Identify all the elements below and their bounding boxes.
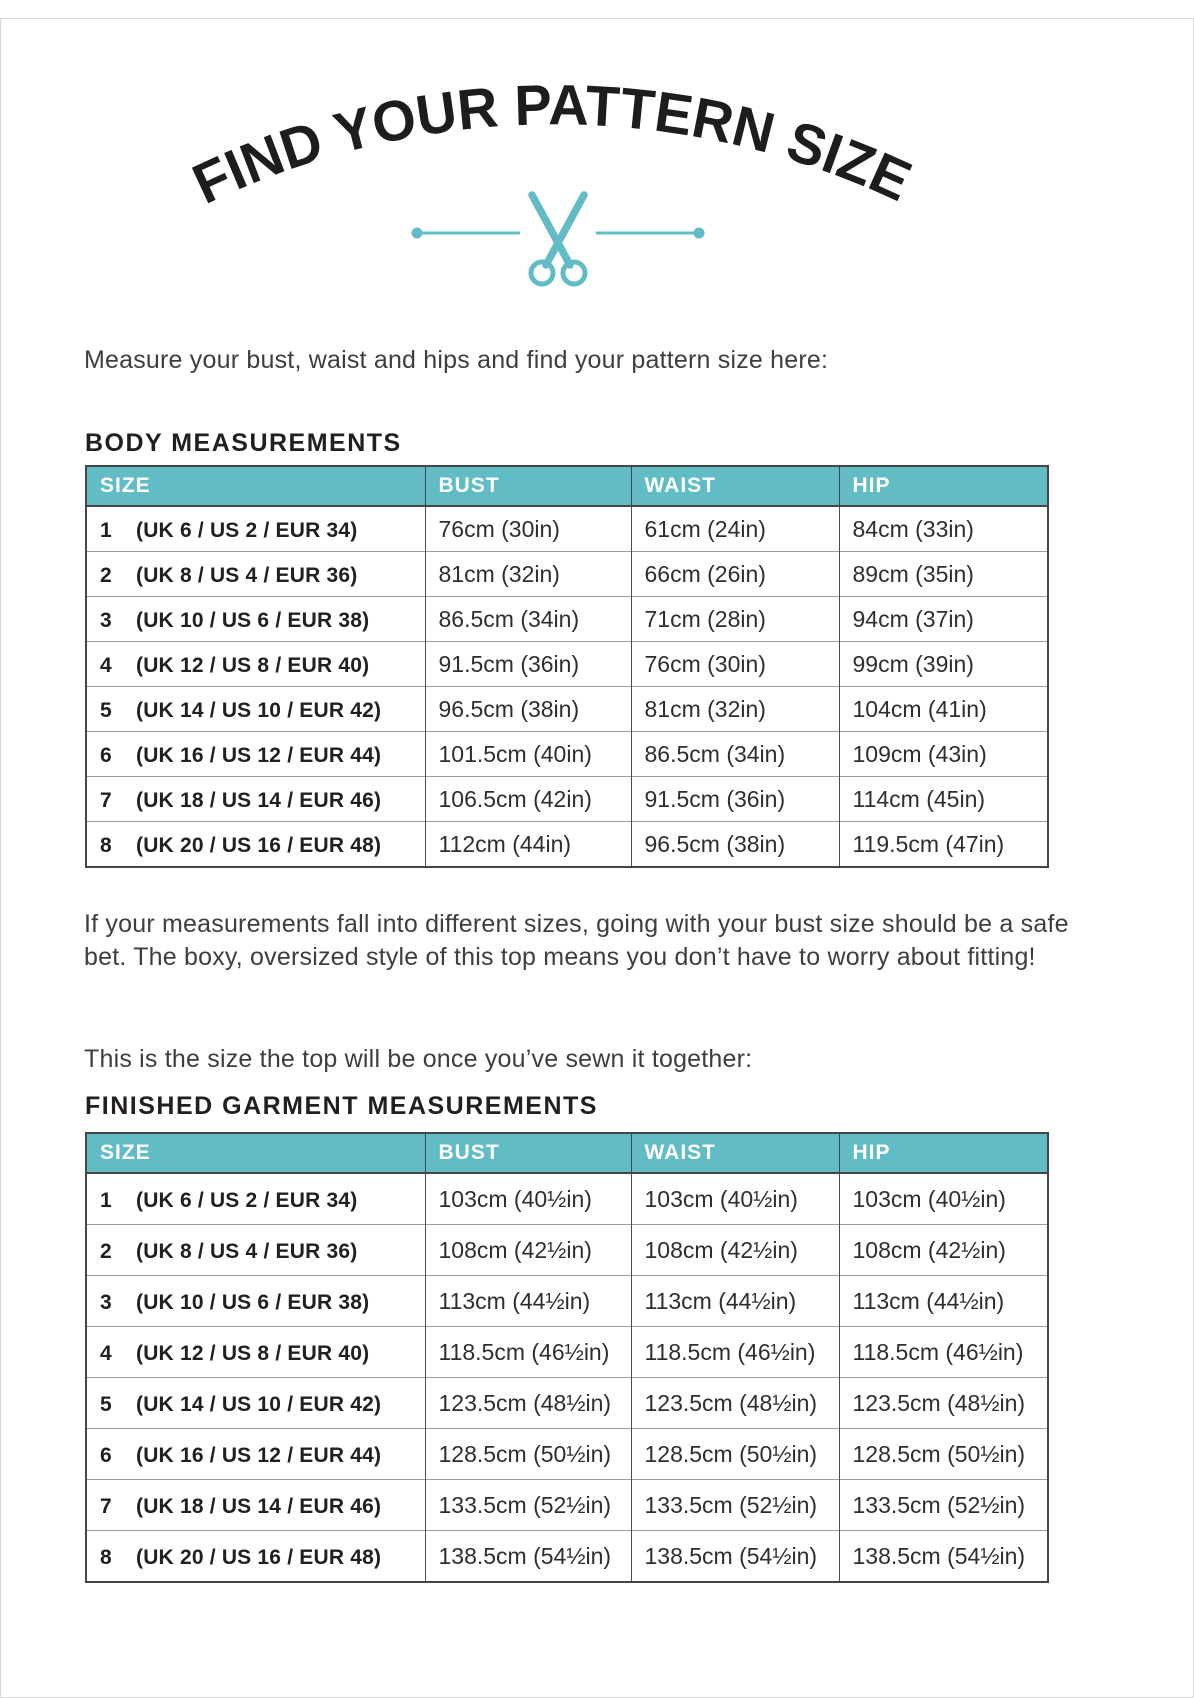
page-title-text bbox=[184, 73, 921, 217]
table-row bbox=[86, 1225, 1048, 1276]
page-title: FIND YOUR PATTERN SIZE bbox=[183, 73, 921, 217]
size-number: 1 bbox=[100, 518, 112, 542]
finished-intro-text: This is the size the top will be once you’ve sewn it together: bbox=[84, 1045, 753, 1073]
bust-cell: 133.5cm (52½in) bbox=[425, 1480, 631, 1531]
size-label: (UK 6 / US 2 / EUR 34) bbox=[136, 1188, 358, 1212]
bust-cell: 112cm (44in) bbox=[425, 822, 631, 868]
hip-cell: 109cm (43in) bbox=[839, 732, 1048, 777]
column-header-waist: WAIST bbox=[631, 466, 839, 506]
table-row bbox=[86, 777, 1048, 822]
size-label: (UK 12 / US 8 / EUR 40) bbox=[136, 1341, 370, 1365]
table-row bbox=[86, 642, 1048, 687]
hip-cell: 103cm (40½in) bbox=[852, 1185, 1006, 1212]
hip-cell: 128.5cm (50½in) bbox=[839, 1429, 1048, 1480]
table-row bbox=[86, 1327, 1048, 1378]
bust-cell: 113cm (44½in) bbox=[425, 1276, 631, 1327]
table-row bbox=[86, 506, 1048, 552]
note-line-2: bet. The boxy, oversized style of this top means you don’t have to worry about fitting! bbox=[84, 943, 1036, 971]
finished-measurements-heading: FINISHED GARMENT MEASUREMENTS bbox=[85, 1092, 598, 1120]
waist-cell: 91.5cm (36in) bbox=[631, 777, 839, 822]
size-number: 8 bbox=[100, 1545, 112, 1569]
table-row bbox=[86, 1531, 1048, 1583]
scissors-icon bbox=[531, 195, 585, 284]
table-row bbox=[86, 1378, 1048, 1429]
hip-cell: 89cm (35in) bbox=[839, 552, 1048, 597]
size-label: (UK 18 / US 14 / EUR 46) bbox=[136, 1494, 382, 1518]
column-header-bust: BUST bbox=[425, 466, 631, 506]
table-row bbox=[86, 1276, 1048, 1327]
table-row bbox=[86, 687, 1048, 732]
divider-dot-right bbox=[694, 228, 705, 239]
size-label: (UK 14 / US 10 / EUR 42) bbox=[136, 1392, 382, 1416]
size-label: (UK 8 / US 4 / EUR 36) bbox=[136, 1239, 358, 1263]
column-header-hip: HIP bbox=[839, 466, 1048, 506]
waist-cell: 96.5cm (38in) bbox=[631, 822, 839, 868]
bust-cell: 101.5cm (40in) bbox=[425, 732, 631, 777]
hip-cell: 118.5cm (46½in) bbox=[839, 1327, 1048, 1378]
bust-cell: 96.5cm (38in) bbox=[425, 687, 631, 732]
size-label: (UK 10 / US 6 / EUR 38) bbox=[136, 608, 370, 632]
bust-cell: 86.5cm (34in) bbox=[425, 597, 631, 642]
hip-cell: 94cm (37in) bbox=[839, 597, 1048, 642]
bust-cell: 91.5cm (36in) bbox=[425, 642, 631, 687]
size-number: 4 bbox=[100, 1341, 112, 1365]
size-cell bbox=[86, 552, 425, 597]
size-label: (UK 14 / US 10 / EUR 42) bbox=[136, 698, 382, 722]
size-label: (UK 10 / US 6 / EUR 38) bbox=[136, 1290, 370, 1314]
table-row bbox=[86, 1429, 1048, 1480]
size-cell bbox=[86, 642, 425, 687]
size-cell bbox=[86, 1429, 425, 1480]
column-header-size: SIZE bbox=[86, 1133, 425, 1173]
hip-cell: 108cm (42½in) bbox=[839, 1225, 1048, 1276]
size-label: (UK 12 / US 8 / EUR 40) bbox=[136, 653, 370, 677]
size-cell bbox=[86, 1327, 425, 1378]
waist-cell: 86.5cm (34in) bbox=[631, 732, 839, 777]
waist-cell: 118.5cm (46½in) bbox=[631, 1327, 839, 1378]
size-cell bbox=[86, 1173, 425, 1225]
bust-cell: 81cm (32in) bbox=[425, 552, 631, 597]
hip-cell: 113cm (44½in) bbox=[839, 1276, 1048, 1327]
waist-cell: 61cm (24in) bbox=[631, 506, 839, 552]
hip-cell: 84cm (33in) bbox=[852, 515, 974, 542]
size-number: 4 bbox=[100, 653, 112, 677]
size-label: (UK 18 / US 14 / EUR 46) bbox=[136, 788, 382, 812]
size-label: (UK 8 / US 4 / EUR 36) bbox=[136, 563, 358, 587]
size-number: 6 bbox=[100, 1443, 112, 1467]
size-number: 5 bbox=[100, 1392, 112, 1416]
waist-cell: 128.5cm (50½in) bbox=[631, 1429, 839, 1480]
size-label: (UK 16 / US 12 / EUR 44) bbox=[136, 1443, 382, 1467]
size-label: (UK 20 / US 16 / EUR 48) bbox=[136, 833, 382, 857]
bust-cell: 128.5cm (50½in) bbox=[425, 1429, 631, 1480]
bust-cell: 76cm (30in) bbox=[425, 506, 631, 552]
bust-cell: 108cm (42½in) bbox=[425, 1225, 631, 1276]
column-header-waist: WAIST bbox=[631, 1133, 839, 1173]
size-number: 7 bbox=[100, 788, 112, 812]
divider-dot-left bbox=[412, 228, 423, 239]
size-number: 8 bbox=[100, 833, 112, 857]
header-row bbox=[86, 466, 1048, 506]
size-number: 5 bbox=[100, 698, 112, 722]
intro-text: Measure your bust, waist and hips and find your pattern size here: bbox=[84, 346, 829, 374]
waist-cell: 108cm (42½in) bbox=[631, 1225, 839, 1276]
size-cell bbox=[86, 1378, 425, 1429]
size-number: 3 bbox=[100, 1290, 112, 1314]
table-row bbox=[86, 1173, 1048, 1225]
note-text bbox=[84, 908, 1194, 974]
waist-cell: 71cm (28in) bbox=[631, 597, 839, 642]
size-number: 7 bbox=[100, 1494, 112, 1518]
finished-measurements-table bbox=[85, 1132, 1049, 1583]
size-cell bbox=[86, 1480, 425, 1531]
hip-cell: 133.5cm (52½in) bbox=[839, 1480, 1048, 1531]
masthead bbox=[0, 18, 1194, 318]
table-row bbox=[86, 822, 1048, 868]
hip-cell: 104cm (41in) bbox=[839, 687, 1048, 732]
column-header-size: SIZE bbox=[86, 466, 425, 506]
table-row bbox=[86, 732, 1048, 777]
size-number: 2 bbox=[100, 563, 112, 587]
size-number: 2 bbox=[100, 1239, 112, 1263]
size-label: (UK 20 / US 16 / EUR 48) bbox=[136, 1545, 382, 1569]
size-number: 6 bbox=[100, 743, 112, 767]
bust-cell: 103cm (40½in) bbox=[425, 1173, 631, 1225]
column-header-bust: BUST bbox=[425, 1133, 631, 1173]
size-cell bbox=[86, 1225, 425, 1276]
column-header-hip: HIP bbox=[839, 1133, 1048, 1173]
size-cell bbox=[86, 687, 425, 732]
size-cell bbox=[86, 822, 425, 868]
scissors-divider bbox=[412, 195, 705, 284]
size-number: 3 bbox=[100, 608, 112, 632]
bust-cell: 118.5cm (46½in) bbox=[425, 1327, 631, 1378]
size-cell bbox=[86, 1531, 425, 1583]
body-measurements-table bbox=[85, 465, 1049, 868]
waist-cell: 113cm (44½in) bbox=[631, 1276, 839, 1327]
waist-cell: 81cm (32in) bbox=[631, 687, 839, 732]
size-label: (UK 16 / US 12 / EUR 44) bbox=[136, 743, 382, 767]
hip-cell: 99cm (39in) bbox=[839, 642, 1048, 687]
bust-cell: 106.5cm (42in) bbox=[425, 777, 631, 822]
bust-cell: 138.5cm (54½in) bbox=[425, 1531, 631, 1583]
bust-cell: 123.5cm (48½in) bbox=[425, 1378, 631, 1429]
size-cell bbox=[86, 506, 425, 552]
hip-cell: 138.5cm (54½in) bbox=[839, 1531, 1048, 1583]
table-row bbox=[86, 1480, 1048, 1531]
hip-cell: 119.5cm (47in) bbox=[839, 822, 1048, 868]
waist-cell: 76cm (30in) bbox=[631, 642, 839, 687]
size-cell bbox=[86, 1276, 425, 1327]
size-number: 1 bbox=[100, 1188, 112, 1212]
waist-cell: 103cm (40½in) bbox=[631, 1173, 839, 1225]
waist-cell: 138.5cm (54½in) bbox=[631, 1531, 839, 1583]
pattern-size-page bbox=[0, 18, 1194, 1583]
waist-cell: 133.5cm (52½in) bbox=[631, 1480, 839, 1531]
note-line-1: If your measurements fall into different sizes, going with your bust size should be a safe bbox=[84, 910, 1069, 938]
header-row bbox=[86, 1133, 1048, 1173]
hip-cell: 114cm (45in) bbox=[839, 777, 1048, 822]
size-cell bbox=[86, 777, 425, 822]
size-label: (UK 6 / US 2 / EUR 34) bbox=[136, 518, 358, 542]
hip-cell: 123.5cm (48½in) bbox=[839, 1378, 1048, 1429]
body-measurements-heading: BODY MEASUREMENTS bbox=[85, 429, 402, 457]
waist-cell: 66cm (26in) bbox=[631, 552, 839, 597]
waist-cell: 123.5cm (48½in) bbox=[631, 1378, 839, 1429]
size-cell bbox=[86, 732, 425, 777]
table-row bbox=[86, 552, 1048, 597]
table-row bbox=[86, 597, 1048, 642]
size-cell bbox=[86, 597, 425, 642]
